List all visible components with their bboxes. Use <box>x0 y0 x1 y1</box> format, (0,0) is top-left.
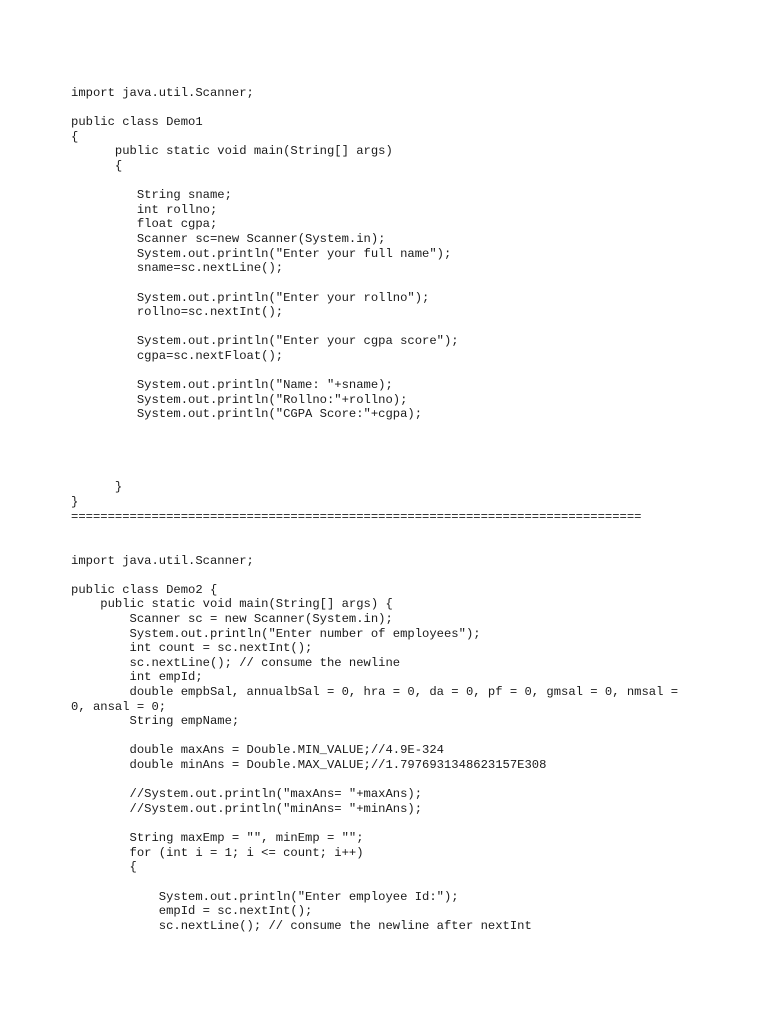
code-line: 0, ansal = 0; <box>71 699 167 714</box>
code-line <box>71 875 761 890</box>
code-line: ============================================================================== <box>71 509 642 524</box>
code-line: int count = sc.nextInt(); <box>71 641 313 656</box>
code-line: public class Demo1 <box>71 115 203 130</box>
code-line: System.out.println("Rollno:"+rollno); <box>71 392 408 407</box>
code-line: cgpa=sc.nextFloat(); <box>71 348 284 363</box>
code-line <box>71 729 761 744</box>
code-line: System.out.println("Enter number of employees"); <box>71 626 481 641</box>
code-line: System.out.println("Name: "+sname); <box>71 378 393 393</box>
code-line: } <box>71 480 123 495</box>
code-line: System.out.println("Enter your full name"); <box>71 246 452 261</box>
code-line <box>71 320 761 335</box>
code-line <box>71 174 761 189</box>
code-line <box>71 568 761 583</box>
code-line: double empbSal, annualbSal = 0, hra = 0, da = 0, pf = 0, gmsal = 0, nmsal = <box>71 684 679 699</box>
code-line: String maxEmp = "", minEmp = ""; <box>71 831 364 846</box>
code-line: System.out.println("Enter your rollno"); <box>71 290 430 305</box>
code-line <box>71 773 761 788</box>
code-line: int rollno; <box>71 202 218 217</box>
code-line <box>71 422 761 437</box>
code-line <box>71 101 761 116</box>
code-line: double maxAns = Double.MIN_VALUE;//4.9E-324 <box>71 743 444 758</box>
code-line: { <box>71 159 123 174</box>
code-line: import java.util.Scanner; <box>71 553 254 568</box>
code-line <box>71 364 761 379</box>
code-line: rollno=sc.nextInt(); <box>71 305 284 320</box>
code-line: //System.out.println("maxAns= "+maxAns); <box>71 787 423 802</box>
code-line: import java.util.Scanner; <box>71 86 254 100</box>
code-line: { <box>71 860 137 875</box>
code-line <box>71 524 761 539</box>
code-line: String sname; <box>71 188 232 203</box>
code-line: sname=sc.nextLine(); <box>71 261 284 276</box>
code-line: sc.nextLine(); // consume the newline <box>71 655 401 670</box>
code-line: String empName; <box>71 714 240 729</box>
code-line: public static void main(String[] args) <box>71 144 393 159</box>
code-line: public class Demo2 { <box>71 582 218 597</box>
code-line: double minAns = Double.MAX_VALUE;//1.7976931348623157E308 <box>71 758 547 773</box>
code-line: System.out.println("Enter employee Id:"); <box>71 889 459 904</box>
code-line <box>71 276 761 291</box>
code-line: Scanner sc=new Scanner(System.in); <box>71 232 386 247</box>
code-line: { <box>71 129 79 144</box>
code-listing <box>71 86 761 933</box>
code-line <box>71 816 761 831</box>
code-line: public static void main(String[] args) { <box>71 597 393 612</box>
code-line: } <box>71 495 79 510</box>
code-line: //System.out.println("minAns= "+minAns); <box>71 801 423 816</box>
code-line <box>71 466 761 481</box>
code-line: empId = sc.nextInt(); <box>71 904 313 919</box>
code-line: System.out.println("Enter your cgpa score"); <box>71 334 459 349</box>
code-line <box>71 451 761 466</box>
code-line: for (int i = 1; i <= count; i++) <box>71 845 364 860</box>
code-line: System.out.println("CGPA Score:"+cgpa); <box>71 407 423 422</box>
code-line: float cgpa; <box>71 217 218 232</box>
code-line: Scanner sc = new Scanner(System.in); <box>71 611 393 626</box>
code-line: int empId; <box>71 670 203 685</box>
code-line <box>71 539 761 554</box>
code-line <box>71 437 761 452</box>
code-line: sc.nextLine(); // consume the newline after nextInt <box>71 918 532 933</box>
